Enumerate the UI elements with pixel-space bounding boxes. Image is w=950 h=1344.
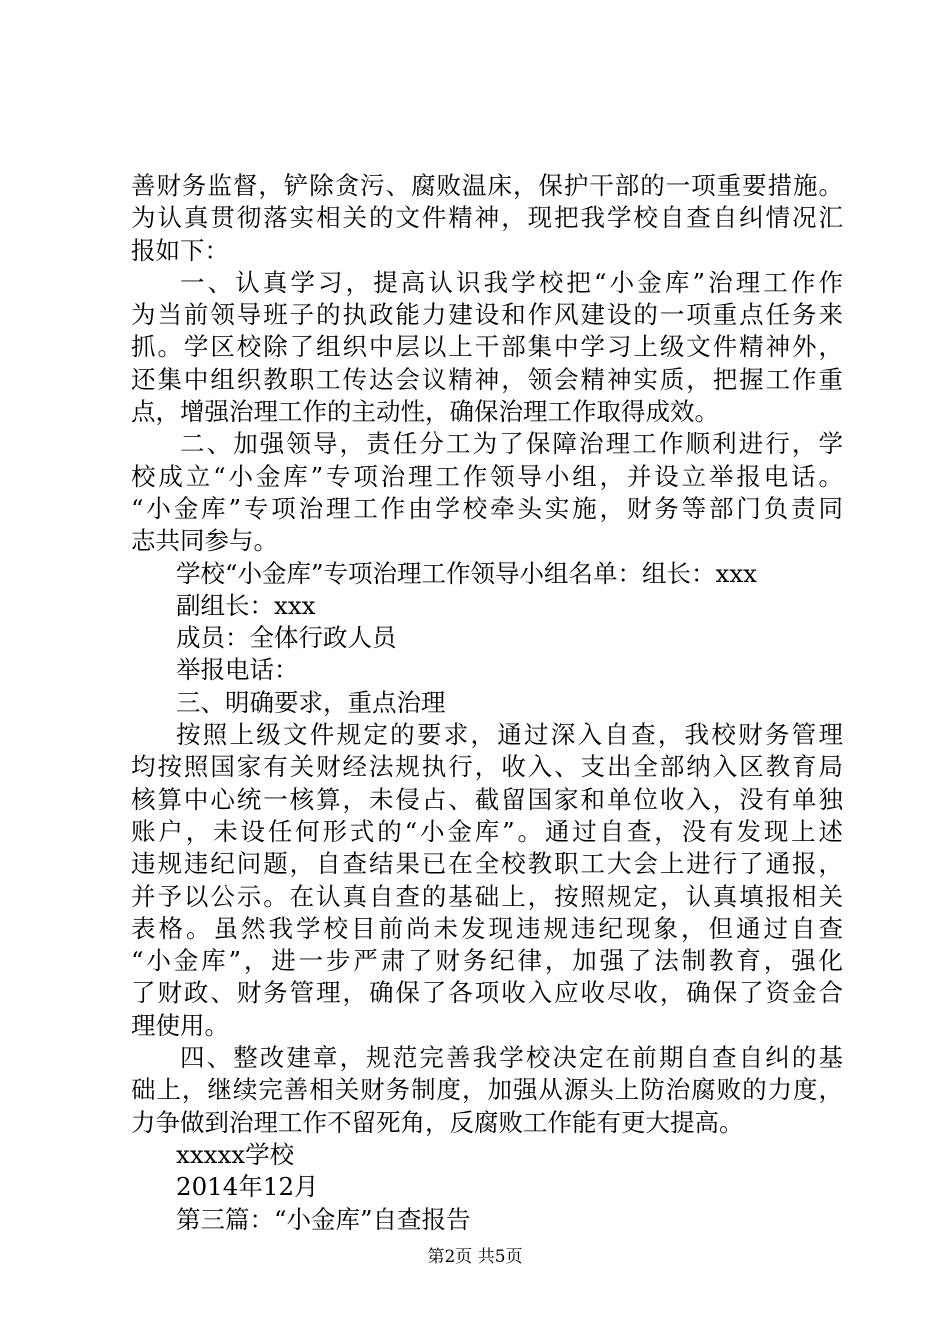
paragraph-heading-1: 一、认真学习，提高认识我学校把“小金库”治理工作作 — [180, 267, 843, 297]
text-line: 核算中心统一核算，未侵占、截留国家和单位收入，没有单独 — [131, 784, 843, 814]
text-line: 报如下： — [131, 235, 229, 265]
text-line: 为认真贯彻落实相关的文件精神，现把我学校自查自纠情况汇 — [131, 203, 843, 233]
deputy-leader: 副组长：xxx — [176, 590, 316, 620]
members: 成员：全体行政人员 — [176, 623, 397, 653]
text-line: 为当前领导班子的执政能力建设和作风建设的一项重点任务来 — [131, 300, 843, 330]
page-number-footer: 第2页 共5页 — [427, 1247, 523, 1267]
text-line: 力争做到治理工作不留死角，反腐败工作能有更大提高。 — [131, 1107, 744, 1137]
text-line: 础上，继续完善相关财务制度，加强从源头上防治腐败的力度， — [131, 1075, 843, 1105]
text-line: 善财务监督，铲除贪污、腐败温床，保护干部的一项重要措施。 — [131, 171, 843, 200]
next-chapter-title: 第三篇：“小金库”自查报告 — [176, 1204, 471, 1234]
paragraph-heading-4: 四、整改建章，规范完善我学校决定在前期自查自纠的基 — [180, 1043, 843, 1073]
text-line: 抓。学区校除了组织中层以上干部集中学习上级文件精神外， — [131, 332, 843, 362]
text-line: 校成立“小金库”专项治理工作领导小组，并设立举报电话。 — [131, 461, 843, 491]
text-line: 志共同参与。 — [131, 526, 278, 556]
text-line: 点，增强治理工作的主动性，确保治理工作取得成效。 — [131, 397, 719, 427]
text-line: 账户，未设任何形式的“小金库”。通过自查，没有发现上述 — [131, 816, 843, 846]
text-line: 理使用。 — [131, 1010, 229, 1040]
leadership-list-title: 学校“小金库”专项治理工作领导小组名单：组长：xxx — [176, 558, 757, 588]
text-line: 并予以公示。在认真自查的基础上，按照规定，认真填报相关 — [131, 881, 843, 911]
text-line: 了财政、财务管理，确保了各项收入应收尽收，确保了资金合 — [131, 978, 843, 1008]
text-line: 均按照国家有关财经法规执行，收入、支出全部纳入区教育局 — [131, 752, 843, 782]
paragraph-heading-3: 三、明确要求，重点治理 — [176, 687, 446, 717]
document-body — [131, 170, 843, 1236]
text-line: “小金库”专项治理工作由学校牵头实施，财务等部门负责同 — [131, 493, 843, 523]
text-line: 违规违纪问题，自查结果已在全校教职工大会上进行了通报， — [131, 849, 843, 879]
text-line: 按照上级文件规定的要求，通过深入自查，我校财务管理 — [176, 720, 843, 750]
text-line: “小金库”，进一步严肃了财务纪律，加强了法制教育，强化 — [131, 946, 843, 976]
signature-date: 2014年12月 — [176, 1172, 319, 1202]
paragraph-heading-2: 二、加强领导，责任分工为了保障治理工作顺利进行，学 — [180, 429, 843, 459]
text-line: 还集中组织教职工传达会议精神，领会精神实质，把握工作重 — [131, 364, 843, 394]
text-line: 表格。虽然我学校目前尚未发现违规违纪现象，但通过自查 — [131, 913, 843, 943]
signature-school: xxxxx学校 — [176, 1139, 295, 1169]
report-phone: 举报电话： — [176, 655, 299, 685]
